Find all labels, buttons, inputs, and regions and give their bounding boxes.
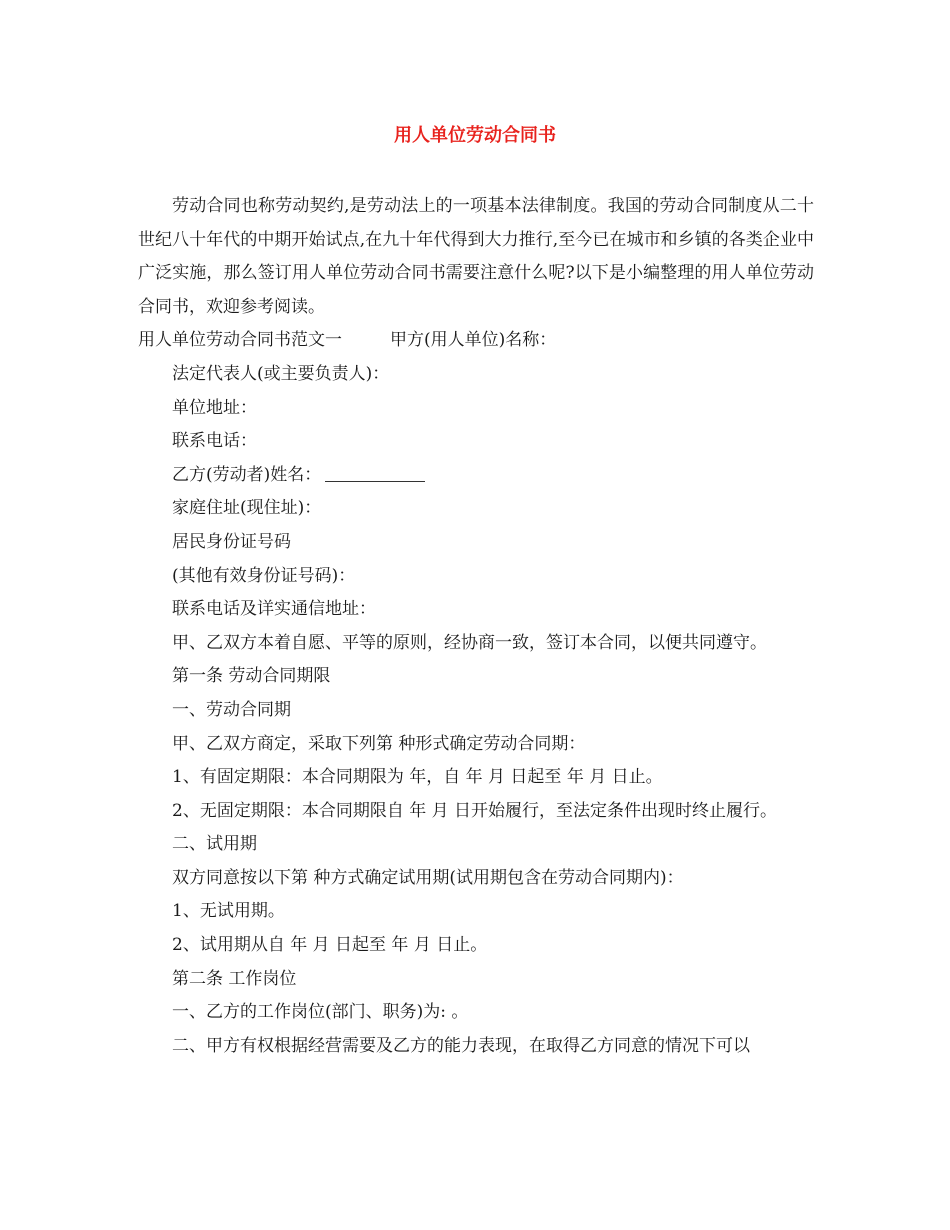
phone-line: 联系电话：	[172, 431, 257, 452]
principle-line: 甲、乙双方本着自愿、平等的原则，经协商一致，签订本合同，以便共同遵守。	[172, 632, 767, 653]
article-1-heading: 第一条 劳动合同期限	[172, 666, 331, 687]
article-1-section-1: 一、劳动合同期	[172, 699, 291, 720]
other-id-line: (其他有效身份证号码)：	[172, 565, 356, 586]
address-line: 单位地址：	[172, 397, 257, 418]
intro-paragraph: 劳动合同也称劳动契约,是劳动法上的一项基本法律制度。我国的劳动合同制度从二十世纪八十年代的中期开始试点,在九十年代得到大力推行,至今已在城市和乡镇的各类企业中广泛实施，那么签订用人单位劳动合同书需要注意什么呢?以下是小编整理的用人单位劳动合同书，欢迎参考阅读。	[138, 196, 814, 317]
party-b-name-label: 乙方(劳动者)姓名：	[172, 464, 322, 485]
legal-rep-line: 法定代表人(或主要负责人)：	[172, 363, 390, 384]
article-1-section-1-desc: 甲、乙双方商定，采取下列第 种形式确定劳动合同期：	[172, 733, 586, 754]
party-b-name-line	[138, 459, 814, 493]
article-1-option-fixed: 1、有固定期限：本合同期限为 年，自 年 月 日起至 年 月 日止。	[172, 767, 663, 788]
name-blank-line	[325, 465, 425, 482]
contact-line: 联系电话及详实通信地址：	[172, 599, 376, 620]
article-2-heading: 第二条 工作岗位	[172, 968, 297, 989]
article-1-section-2-desc: 双方同意按以下第 种方式确定试用期(试用期包含在劳动合同期内)：	[172, 867, 684, 888]
article-1-section-2: 二、试用期	[172, 834, 257, 855]
sample-heading: 用人单位劳动合同书范文一	[138, 330, 342, 351]
home-address-line: 家庭住址(现住址)：	[172, 498, 322, 519]
party-a-name-label: 甲方(用人单位)名称：	[390, 330, 557, 351]
article-2-section-1: 一、乙方的工作岗位(部门、职务)为: 。	[172, 1002, 469, 1023]
probation-option-period: 2、试用期从自 年 月 日起至 年 月 日止。	[172, 935, 488, 956]
sample-heading-line	[138, 324, 814, 358]
article-2-section-2: 二、甲方有权根据经营需要及乙方的能力表现，在取得乙方同意的情况下可以	[172, 1035, 750, 1056]
document-body	[138, 190, 814, 1063]
id-number-line: 居民身份证号码	[172, 531, 291, 552]
document-title: 用人单位劳动合同书	[394, 125, 556, 146]
probation-option-none: 1、无试用期。	[172, 901, 285, 922]
article-1-option-open: 2、无固定期限：本合同期限自 年 月 日开始履行，至法定条件出现时终止履行。	[172, 800, 778, 821]
